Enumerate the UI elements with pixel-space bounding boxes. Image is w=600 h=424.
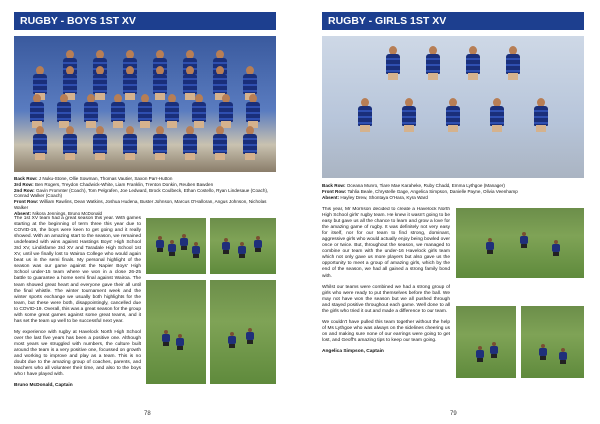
team-player-figure [123, 126, 137, 160]
team-player-figure [183, 126, 197, 160]
team-player-figure [213, 126, 227, 160]
team-player-figure [138, 94, 152, 128]
team-player-figure [165, 94, 179, 128]
team-player-figure [446, 98, 460, 132]
team-player-figure [111, 94, 125, 128]
action-player-figure [246, 328, 254, 344]
team-player-figure [219, 94, 233, 128]
action-player-figure [254, 236, 262, 252]
boys-action-photo-3 [146, 280, 206, 384]
team-player-figure [93, 126, 107, 160]
caption-line: Back Row: J Nuku-Stone, Ollie Sowman, Thomas Vautier, Saxon Parr-Hutton [14, 176, 173, 181]
team-player-figure [426, 46, 440, 80]
caption-line: Front Row: William Rawlins, Dean Watkins, Joshua Hudena, Buster Johnson, Marcus O'Halloran, Angus Johnson, Nicholas Walker [14, 199, 267, 210]
girls-article [322, 207, 450, 403]
boys-banner: RUGBY - BOYS 1ST XV [14, 12, 276, 30]
action-player-figure [238, 242, 246, 258]
team-player-figure [466, 46, 480, 80]
team-player-figure [243, 126, 257, 160]
action-player-figure [192, 242, 200, 258]
action-player-figure [520, 232, 528, 248]
girls-action-photo-2 [456, 306, 516, 378]
boys-article [14, 216, 141, 402]
captain-signature: Bruno McDonald, Captain [14, 383, 73, 389]
action-player-figure [228, 332, 236, 348]
caption-line: Absent: Nikora Jennings, Bruno McDonald [14, 210, 103, 216]
team-player-figure [490, 98, 504, 132]
action-player-figure [168, 240, 176, 256]
team-player-figure [402, 98, 416, 132]
team-player-figure [506, 46, 520, 80]
team-player-figure [30, 94, 44, 128]
caption-line: 3rd Row: Ben Rogers, Treydon Chadwick-White, Liam Franklin, Trenton Donkin, Reuben Bawden [14, 181, 214, 187]
article-paragraph: My experience with rugby at Havelock North High School over the last five years has been a positive one. Although most years we struggled with numbers, the culture built around the team is a very positive one, focussed on growth and working to improve and play as a team. This is no doubt due to the amazing group of coaches, parents, and teachers who all volunteer their time, and also to the boys who I have played with. [14, 329, 141, 378]
boys-captions [14, 176, 276, 217]
boys-action-photo-4 [210, 280, 276, 384]
action-player-figure [490, 342, 498, 358]
team-player-figure [358, 98, 372, 132]
action-player-figure [539, 344, 547, 360]
girls-captions [322, 183, 584, 200]
action-player-figure [156, 236, 164, 252]
team-player-figure [246, 94, 260, 128]
page-number: 79 [450, 411, 457, 417]
action-player-figure [486, 238, 494, 254]
action-player-figure [476, 346, 484, 362]
action-player-figure [180, 234, 188, 250]
team-player-figure [192, 94, 206, 128]
girls-action-photo-3 [521, 306, 584, 378]
article-paragraph: This year, Mr Morrison decided to create a Havelock North High School girls' rugby team. He knew it wasn't going to be easy but gave us all the chance to learn and grow a love for the amazing game of rugby. It was definitely not very easy for itself, nor for our team to find strong, dominant, aggressive girls who would actually enjoy being bowled over once or twice. But, throughout the season, we managed to combine our team with the under-16 Havelock girls team which not only gave us more players but also gave us the opportunity to meet a group of amazing girls, which by the end of the season, we had all gained a strong family bond with. [322, 207, 450, 279]
action-player-figure [222, 238, 230, 254]
caption-line: Absent: Hayley Drew, Shontaya O'Hara, Kyra Ward [322, 194, 428, 200]
boys-action-photo-1 [146, 218, 206, 274]
caption-line: Front Row: Tahlia Beale, Chrystelle Gage, Angelica Simpson, Danielle Payne, Olivia Veenhamp [322, 188, 518, 194]
boys-action-photo-2 [210, 218, 276, 274]
caption-line: 2nd Row: Gavin Fromnter (Coach), Tom Pelgrafen, Joe Ledward, Brock Coulbeck, Ethan Costello, Ryan Lindesaue (Coach), Conrad Walker (Coach) [14, 187, 269, 199]
team-player-figure [63, 126, 77, 160]
boys-team-photo [14, 36, 276, 172]
captain-signature: Angelica Simpson, Captain [322, 348, 384, 354]
team-player-figure [33, 126, 47, 160]
girls-banner: RUGBY - GIRLS 1ST XV [322, 12, 584, 30]
action-player-figure [559, 348, 567, 364]
page-number: 78 [144, 411, 151, 417]
girls-team-photo [322, 36, 584, 178]
girls-action-photo-1 [456, 208, 584, 278]
article-paragraph: Whilst our teams were combined we had a strong group of girls who were ready to put themselves before the ball. We may not have won the season but we all pushed through and stayed positive throughout each game. Well done to all the girls who tried it out and made a difference to our team. [322, 284, 450, 314]
team-player-figure [57, 94, 71, 128]
right-page [300, 0, 600, 424]
action-player-figure [176, 334, 184, 350]
caption-line: Back Row: Oceana Munro, Tiare Mae Karaheke, Ruby Chadd, Emma Lythgoe (Manager) [322, 183, 505, 188]
team-player-figure [386, 46, 400, 80]
article-paragraph: We couldn't have pulled this team together without the help of Ms Lythgoe who was always on the sidelines cheering us on and making sure none of our earrings were going to get lost, and Geoff's amazing tips to keep our team going. [322, 319, 450, 343]
action-player-figure [162, 330, 170, 346]
action-player-figure [552, 240, 560, 256]
team-player-figure [84, 94, 98, 128]
team-player-figure [153, 126, 167, 160]
team-player-figure [534, 98, 548, 132]
team-player-figure [123, 66, 137, 100]
article-paragraph: The 1st XV team had a great season this year. With games starting at the beginning of term three this year due to COVID-19, the boys were keen to get going and it really showed. With an amazing start to the season, we remained undefeated with wins against Hastings Boys' High School 3rd XV, Lindisfarne 3rd XV and Taradale High School 1st XV, until we finally lost to Wairoa College who would again beat us in the semi finals. My personal highlight of the season was our game against the Napier Boys' High School under-15 team where we won in a close 26-25 battle to guarantee a home semi final against Wairoa. The team showed great heart and everyone gave their all until the final whistle. The winter tournament week and the winter sports exchange we usually both highlights for the team, but these were both, disappointingly, cancelled due to COVID-19. Overall, this was a great season for the group with some great games against some great teams, and it has set the team up well to be successful next year. [14, 216, 141, 324]
